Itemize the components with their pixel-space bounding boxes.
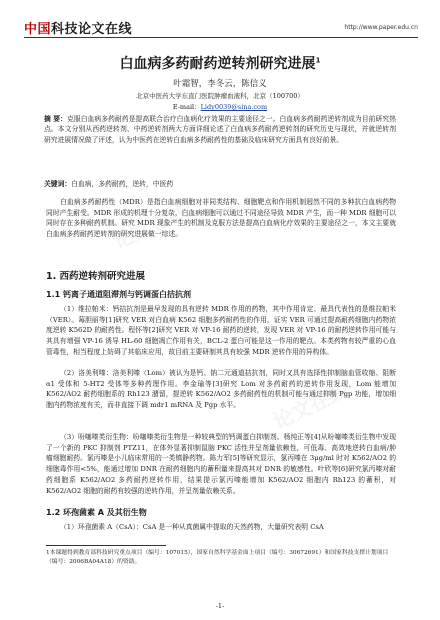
brand-prefix: 中国	[24, 22, 52, 37]
keywords-label: 关键词：	[44, 180, 72, 188]
abstract	[44, 114, 396, 145]
brand-main: 科技论文在线	[51, 22, 133, 37]
paper-title-text: 白血病多药耐药逆转剂研究进展	[119, 56, 316, 72]
page-header	[0, 0, 440, 42]
section-heading-1: 1. 西药逆转剂研究进展	[46, 271, 146, 282]
keywords	[44, 178, 396, 188]
paragraph-phenothiazine: （3）吩噻嗪类衍生物：吩噻嗪类衍生物是一种较典型的钙调蛋白抑制剂。杨纯正等[4]从吩噻嗪类衍生物中发现了一个新的 PKC 抑制剂 PTZ11，在体外显著抑制鼠脑 PKC 活性并呈剂量依赖性，可低毒、高效地逆转白血病/肿瘤细胞耐药。氯丙嗪是小儿临床常用的一类镇静药物。陈力军[5]等研究显示，氯丙嗪在 3μg/ml 时对 K562/AO2 的细胞毒作用<5%，能通过增加 DNR 在耐药细胞内的蓄积量来提高其对 DNR 的敏感性。叶欣等[6]研究氯丙嗪对耐药细胞系 K562/AO2 多药耐药逆转作用，结果提示氯丙嗪能增加 K562/AO2 细胞内 Rh123 的蓄积，对 K562/AO2 细胞的耐药有较强的逆转作用，并呈剂量依赖关系。	[46, 433, 396, 495]
footnote: 1本课题得到教育部科技研究重点项目（编号：107015），国家自然科学基金面上项目（编号：30672691）和国家科技支撑计划项目（编号：2006BA04A18）的资助。	[46, 550, 389, 565]
intro-paragraph: 白血病多药耐药性（MDR）是指白血病细胞对非同类结构、细胞靶点和作用机制迥然不同的多种抗白血病药物同时产生耐受。MDR 形成的机理十分复杂，白血病细胞可以通过不同途径导致 MDR 产生，而一种 MDR 细胞可以同时存在多种耐药机制。研究 MDR 现象产生的机制及克服方法是提高白血病化疗效果的主要途径之一，本文主要就白血病多药耐药逆转剂的研究进展做一综述。	[46, 198, 396, 239]
site-url-link[interactable]: http://www.paper.edu.cn	[344, 24, 418, 31]
affiliation: 北京中医药大学东直门医院肿瘤血液科，北京（100700）	[136, 92, 304, 100]
authors: 叶霜智，李冬云，陈信义	[173, 79, 267, 89]
section-heading-1-1: 1.1 钙离子通道阻滞剂与钙调蛋白拮抗剂	[46, 290, 191, 299]
title-footnote-marker: 1	[315, 56, 321, 65]
paragraph-lomerizine: （2）洛美利嗪：洛美利嗪（Lom）被认为是钙、钠二元通道拮抗剂，同时又具有选择性抑制脑血管收缩、阻断 α1 受体和 5-HT2 受体等多种药理作用。李金瑜等[3]研究 Lom 对多药耐药的逆转作用发现，Lom 能增加 K562/AO2 耐药细胞系的 Rh123 潴留，提逆转 K562/AO2 多药耐药性的机制可能与通过抑制 Pgp 功能，增加细胞内药物浓度有关，而非直接下调 mdr1 mRNA 及 Pgp 水平。	[46, 369, 396, 410]
abstract-text: 克服白血病多药耐药是提高联合治疗白血病化疗效果的主要途径之一。白血病多药耐药逆转剂成为目前研究热点。本文分别从西药逆转剂、中药逆转剂两大方面详细论述了白血病多药耐药逆转剂的研究历史与现状，并就逆转剂研究进展情况做了评述，认为中医药在逆转白血病多药耐药性的基础及临床研究方面具有良好前景。	[44, 115, 396, 144]
email-label: E-mail：	[172, 103, 201, 111]
email-line	[0, 102, 440, 111]
paper-title	[0, 53, 440, 73]
abstract-label: 摘 要：	[44, 115, 67, 123]
paragraph-cyclosporin: （1）环孢菌素 A（CsA）：CsA 是一种从真菌属中提取的天然药物，大量研究表明 CsA	[60, 523, 324, 531]
page-number: -1-	[215, 602, 225, 610]
header-divider	[24, 37, 418, 38]
footnote-divider	[46, 545, 166, 546]
site-logo[interactable]	[24, 18, 132, 37]
keywords-text: 白血病，多药耐药，逆转，中医药	[71, 180, 174, 188]
section-heading-1-2: 1.2 环孢菌素 A 及其衍生物	[46, 508, 147, 517]
email-link[interactable]: Lidy0039@sina.com	[200, 103, 268, 111]
paragraph-verapamil: （1）维拉帕米：钙拮抗剂是最早发现的具有逆转 MDR 作用的药物，其中作用肯定、最具代表性的是维拉帕米（VER）。莓胆丽等[1]研究 VER 对白血病 K562 细胞多药耐药性的作用，证实 VER 可通过提高耐药细胞内药物浓度逆转 K562D 的耐药性。程怀等[2]研究 VER 对 VP-16 耐药的逆转，发现 VER 对 VP-16 的耐药逆转作用可能与其具有增强 VP-16 诱导 HL-60 细胞凋亡作用有关，BCL-2 蛋白可能是这一作用的靶点。本类药物有较严重的心血管毒性，相当程度上妨碍了其临床应用，故目前主要研制其具有较强 MDR 逆转作用的异构体。	[46, 305, 396, 356]
